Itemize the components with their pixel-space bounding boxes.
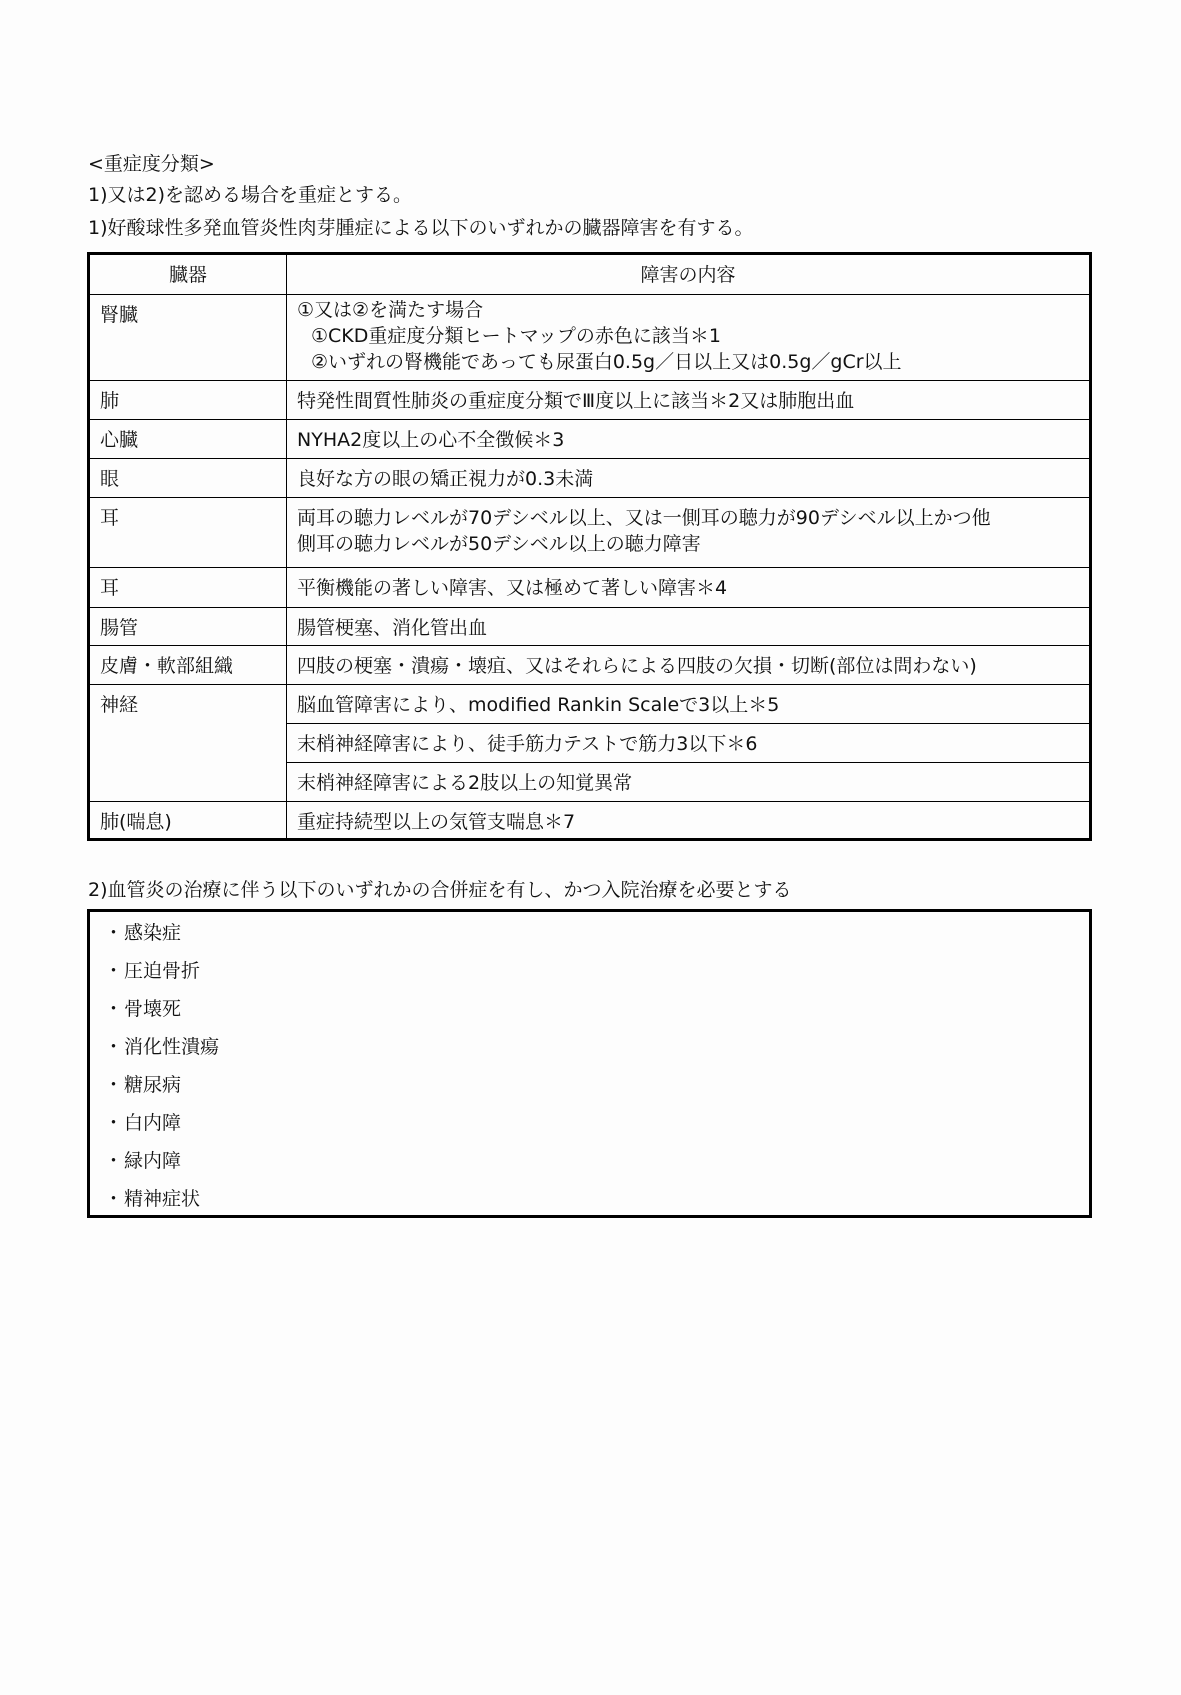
- intro-text: 1)又は2)を認める場合を重症とする。: [88, 184, 413, 206]
- table-row: [89, 568, 1091, 608]
- bullet-icon: ・: [104, 1112, 124, 1134]
- list-item: [104, 914, 1089, 952]
- complications-list: [90, 912, 1089, 1218]
- organ-cell: 耳: [100, 577, 120, 599]
- bullet-icon: ・: [104, 922, 124, 944]
- table-row: [89, 420, 1091, 459]
- damage-line: 特発性間質性肺炎の重症度分類でⅢ度以上に該当＊2又は肺胞出血: [297, 390, 855, 412]
- list-item: [104, 1028, 1089, 1066]
- column-header-damage: 障害の内容: [287, 254, 1091, 295]
- damage-line: 末梢神経障害による2肢以上の知覚異常: [297, 772, 633, 794]
- bullet-icon: ・: [104, 998, 124, 1020]
- damage-line: 側耳の聴力レベルが50デシベル以上の聴力障害: [297, 533, 701, 555]
- table-row: [89, 646, 1091, 685]
- bullet-icon: ・: [104, 1150, 124, 1172]
- list-item: [104, 1066, 1089, 1104]
- damage-line: NYHA2度以上の心不全徴候＊3: [297, 429, 565, 451]
- bullet-icon: ・: [104, 960, 124, 982]
- list-item: [104, 990, 1089, 1028]
- damage-line: 平衡機能の著しい障害、又は極めて著しい障害＊4: [297, 577, 728, 599]
- complication-label: 緑内障: [124, 1150, 182, 1172]
- damage-line: 脳血管障害により、modified Rankin Scaleで3以上＊5: [297, 694, 780, 716]
- organ-cell: 腸管: [100, 617, 139, 639]
- damage-line: 腸管梗塞、消化管出血: [297, 617, 488, 639]
- damage-line: 両耳の聴力レベルが70デシベル以上、又は一側耳の聴力が90デシベル以上かつ他: [297, 507, 991, 529]
- damage-line: 重症持続型以上の気管支喘息＊7: [297, 811, 576, 833]
- organ-cell: 神経: [100, 694, 139, 716]
- list-item: [104, 952, 1089, 990]
- list-item: [104, 1104, 1089, 1142]
- complication-label: 糖尿病: [124, 1074, 182, 1096]
- organ-cell: 肺(喘息): [100, 811, 172, 833]
- bullet-icon: ・: [104, 1188, 124, 1210]
- complication-label: 消化性潰瘍: [124, 1036, 220, 1058]
- table-row: [89, 608, 1091, 646]
- bullet-icon: ・: [104, 1074, 124, 1096]
- organ-cell: 腎臓: [100, 304, 139, 326]
- damage-line: 四肢の梗塞・潰瘍・壊疽、又はそれらによる四肢の欠損・切断(部位は問わない): [297, 655, 977, 677]
- column-header-organ: 臓器: [89, 254, 287, 295]
- organ-cell: 耳: [100, 507, 120, 529]
- list-item: [104, 1180, 1089, 1218]
- organ-damage-table: [87, 252, 1092, 841]
- organ-cell: 眼: [100, 468, 120, 490]
- list-item: [104, 1142, 1089, 1180]
- damage-line: 末梢神経障害により、徒手筋力テストで筋力3以下＊6: [297, 733, 758, 755]
- table-row: [89, 802, 1091, 840]
- complication-label: 圧迫骨折: [124, 960, 201, 982]
- complication-label: 精神症状: [124, 1188, 201, 1210]
- section1-heading: 1)好酸球性多発血管炎性肉芽腫症による以下のいずれかの臓器障害を有する。: [88, 217, 754, 239]
- table-row: [89, 498, 1091, 568]
- table-row: [89, 685, 1091, 724]
- classification-title: <重症度分類>: [88, 153, 215, 175]
- complication-label: 感染症: [124, 922, 182, 944]
- damage-line: 良好な方の眼の矯正視力が0.3未満: [297, 468, 594, 490]
- bullet-icon: ・: [104, 1036, 124, 1058]
- damage-line: ①CKD重症度分類ヒートマップの赤色に該当＊1: [311, 325, 721, 347]
- organ-cell: 心臓: [100, 429, 139, 451]
- organ-cell: 皮膚・軟部組織: [100, 655, 234, 677]
- table-row: [89, 295, 1091, 381]
- section2-heading: 2)血管炎の治療に伴う以下のいずれかの合併症を有し、かつ入院治療を必要とする: [88, 879, 792, 901]
- damage-line: ①又は②を満たす場合: [297, 299, 484, 321]
- complication-label: 白内障: [124, 1112, 182, 1134]
- table-header-row: [89, 254, 1091, 295]
- complication-label: 骨壊死: [124, 998, 182, 1020]
- organ-cell: 肺: [100, 390, 120, 412]
- table-row: [89, 459, 1091, 498]
- damage-line: ②いずれの腎機能であっても尿蛋白0.5g／日以上又は0.5g／gCr以上: [311, 351, 902, 373]
- complications-box: [87, 909, 1092, 1218]
- table-row: [89, 381, 1091, 420]
